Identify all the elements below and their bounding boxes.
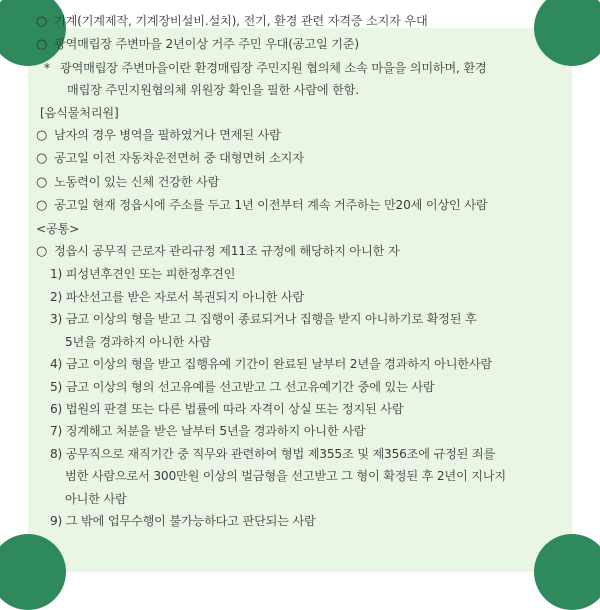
requirements-text — [36, 10, 576, 532]
list-item: ○ 노동력이 있는 신체 건강한 사람 — [36, 171, 576, 194]
list-item: ○ 남자의 경우 병역을 필하였거나 면제된 사람 — [36, 124, 576, 147]
circle-bullet-icon: ○ — [36, 128, 48, 144]
note-continuation: 매립장 주민지원협의체 위원장 확인을 필한 사람에 한함. — [67, 83, 359, 98]
circle-bullet-icon: ○ — [36, 37, 48, 53]
circle-bullet-icon: ○ — [36, 151, 48, 167]
numbered-item-continuation: 5년을 경과하지 아니한 사람 — [65, 334, 211, 349]
note-item: * 광역매립장 주변마을이란 환경매립장 주민지원 협의체 소속 마을을 의미하며, 환경 — [36, 57, 576, 79]
numbered-item: 4) 금고 이상의 형을 받고 집행유예 기간이 완료된 날부터 2년을 경과하지 아니한사람 — [50, 357, 492, 372]
list-item: ○ 광역매립장 주변마을 2년이상 거주 주민 우대(공고일 기준) — [36, 33, 576, 56]
section-header: <공통> — [36, 221, 80, 236]
numbered-item: 5) 금고 이상의 형의 선고유예를 선고받고 그 선고유예기간 중에 있는 사람 — [50, 379, 435, 394]
circle-bullet-icon: ○ — [36, 174, 48, 190]
list-item: ○ 공고일 이전 자동차운전면허 중 대형면허 소지자 — [36, 147, 576, 170]
numbered-item: 9) 그 밖에 업무수행이 불가능하다고 판단되는 사람 — [50, 513, 316, 528]
list-item: ○ 정읍시 공무직 근로자 관리규정 제11조 규정에 해당하지 아니한 자 — [36, 240, 576, 263]
list-item: ○ 기계(기계제작, 기계장비설비.설치), 전기, 환경 관련 자격증 소지자 우대 — [36, 10, 576, 33]
numbered-item: 8) 공무직으로 재직기간 중 직무와 관련하여 형법 제355조 및 제356조에 규정된 죄를 — [50, 446, 496, 461]
circle-bullet-icon: ○ — [36, 14, 48, 29]
list-item: ○ 공고일 현재 정읍시에 주소를 두고 1년 이전부터 계속 거주하는 만20세 이상인 사람 — [36, 194, 576, 217]
numbered-item-continuation: 범한 사람으로서 300만원 이상의 벌금형을 선고받고 그 형이 확정된 후 2년이 지나지 — [65, 469, 506, 484]
numbered-item: 1) 피성년후견인 또는 피한정후견인 — [50, 267, 236, 282]
circle-bullet-icon: ○ — [36, 198, 48, 214]
numbered-item: 2) 파산선고를 받은 자로서 복권되지 아니한 사람 — [50, 289, 305, 304]
corner-decoration — [534, 534, 600, 610]
numbered-item: 6) 법원의 판결 또는 다른 법률에 따라 자격이 상실 또는 정지된 사람 — [50, 401, 404, 416]
asterisk-icon: * — [44, 60, 50, 75]
corner-decoration — [0, 534, 66, 610]
numbered-item: 7) 징계해고 처분을 받은 날부터 5년을 경과하지 아니한 사람 — [50, 424, 366, 439]
section-header: [음식물처리원] — [40, 105, 119, 120]
circle-bullet-icon: ○ — [36, 244, 48, 260]
numbered-item-continuation: 아니한 사람 — [65, 491, 127, 506]
numbered-item: 3) 금고 이상의 형을 받고 그 집행이 종료되거나 집행을 받지 아니하기로 확정된 후 — [50, 312, 477, 327]
